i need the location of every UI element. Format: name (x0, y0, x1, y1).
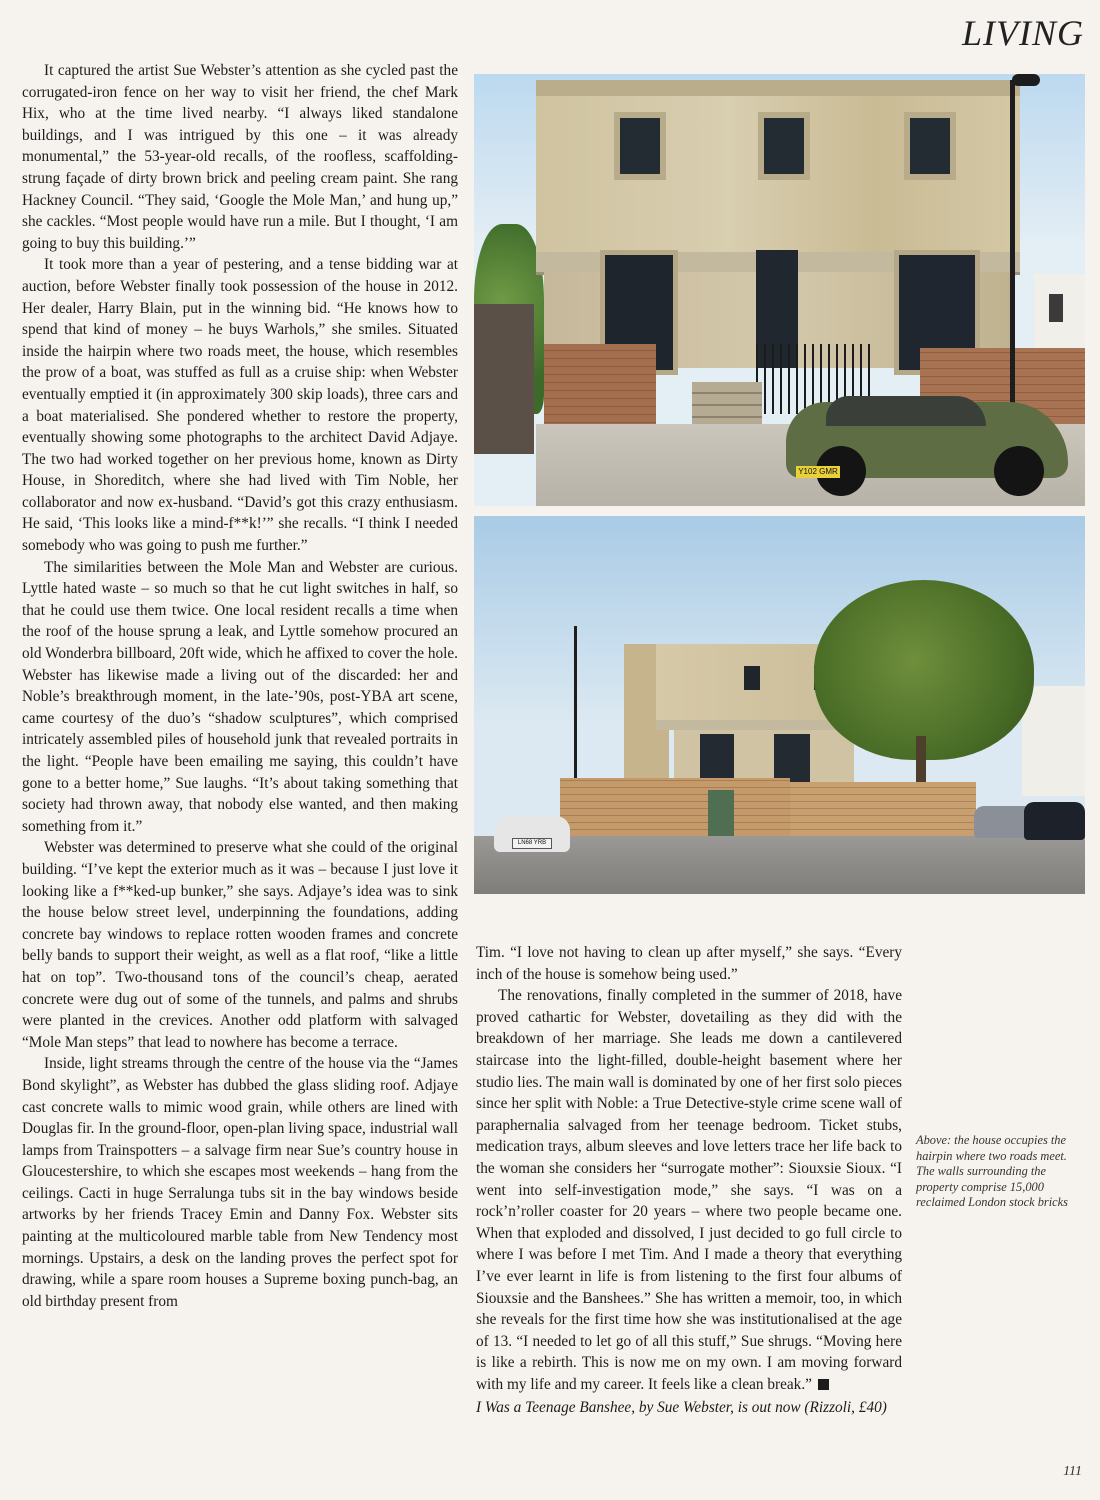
book-credit: I Was a Teenage Banshee, by Sue Webster, is out now (Rizzoli, £40) (476, 1399, 887, 1417)
house-front-photo (474, 74, 1085, 506)
article-right-column (476, 942, 902, 1419)
house-corner-photo (474, 516, 1085, 894)
section-heading: LIVING (962, 13, 1084, 53)
article-paragraph: It took more than a year of pestering, and a tense bidding war at auction, before Webster finally took possession of the house in 2012. Her dealer, Harry Blain, put in the winning bid. “He knows how to spend that kind of money – he buys Warhols,” she smiles. Situated inside the hairpin where two roads meet, the house, which resembles the prow of a boat, was stuffed as full as a cruise ship: when Webster eventually emptied it (in approximately 300 skip loads), three cars and a boat materialised. She pondered whether to restore the property, eventually showing some photographs to the architect David Adjaye. The two had worked together on her previous home, known as Dirty House, in Shoreditch, where she had lived with Tim Noble, her collaborator and now ex-husband. “David’s got this crazy enthusiasm. He said, ‘This looks like a mind-f**k!’” she recalls. “I think I needed somebody who was going to push me further.” (22, 256, 458, 555)
car-plate: Y102 GMR (796, 466, 840, 478)
article-paragraph: Inside, light streams through the centre of the house via the “James Bond skylight”, as Webster has dubbed the glass sliding roof. Adjaye cast concrete walls to mimic wood grain, while others are lined with Douglas fir. In the ground-floor, open-plan living space, industrial wall lamps from Trainspotters – a salvage firm near Sue’s country house in Gloucestershire, to which she escapes most weekends – hang from the ceilings. Cacti in huge Serralunga tubs sit in the bay windows beside artworks by her friends Tracey Emin and Danny Fox. Webster sits painting at the multicoloured marble table from New Tendency most mornings. Upstairs, a desk on the landing proves the perfect spot for drawing, while a spare room houses a Supreme boxing punch-bag, an old birthday present from (22, 1055, 458, 1310)
article-paragraph: The similarities between the Mole Man and Webster are curious. Lyttle hated waste – so much so that he cut light switches in half, so that he could use them twice. One local resident recalls a time when the roof of the house sprung a leak, and Lyttle somehow procured an old Wonderbra billboard, 20ft wide, which he affixed to cover the hole. Webster has likewise made a living out of the discarded: her and Noble’s breakthrough moment, in the late-’90s, post-YBA art scene, came courtesy of the duo’s “shadow sculptures”, which comprised intricately assembled piles of household junk that revealed portraits in the light. “People have been emailing me saying, this couldn’t have gone to a better home,” Sue laughs. “It’s about taking something that society had thrown away, that nobody else wanted, and then making something from it.” (22, 558, 458, 835)
car-plate: LN68 YRB (512, 838, 552, 849)
article-left-column (22, 60, 458, 1312)
article-paragraph (476, 985, 902, 1395)
page-number: 111 (1063, 1464, 1082, 1479)
tree (814, 580, 1034, 760)
end-mark (818, 1379, 829, 1390)
article-paragraph: Webster was determined to preserve what she could of the original building. “I’ve kept the exterior much as it was – because I just love it looking like a f**ked-up bunker,” she says. Adjaye’s idea was to sink the house below street level, underpinning the foundations, adding concrete bay windows to replace rotten wooden frames and concrete belly bands to support their weight, as well as a flat roof, “like a little hat on top”. Two-thousand tons of the council’s cheap, aerated concrete were dug out of some of the tunnels, and palms and shrubs were planted in the crevices. Another odd platform with salvaged “Mole Man steps” that lead to nowhere has become a terrace. (22, 839, 458, 1051)
article-paragraph: It captured the artist Sue Webster’s attention as she cycled past the corrugated-iron fence on her way to visit her friend, the chef Mark Hix, who at the time lived nearby. “I always liked standalone buildings, and I was intrigued by this one – it was already monumental,” the 53-year-old recalls, of the roofless, scaffolding-strung façade of dirty brown brick and peeling cream paint. She rang Hackney Council. “They said, ‘Google the Mole Man,’ and hung up,” she cackles. “Most people would have run a mile. But I thought, ‘I am going to buy this building.’” (22, 62, 458, 252)
photo-caption: Above: the house occupies the hairpin where two roads meet. The walls surrounding the property comprise 15,000 reclaimed London stock bricks (916, 1133, 1068, 1210)
article-paragraph-text: The renovations, finally completed in the summer of 2018, have proved cathartic for Webster, dovetailing as they did with the breakdown of her marriage. She leads me down a cantilevered staircase into the light-filled, double-height basement where her studio lies. The main wall is dominated by one of her first solo pieces since her split with Noble: a True Detective-style crime scene wall of paraphernalia salvaged from her teenage bedroom. Ticket stubs, medication trays, album sleeves and love letters trace her life back to the woman she considers her “surrogate mother”: Siouxsie Sioux. “I went into self-investigation mode,” she says. “I was on a rock’n’roller coaster for 20 years – where two people became one. When that exploded and dissolved, I just decided to go full circle to where I was before I met Tim. And I made a theory that everything I’ve ever learnt in life is from listening to the first four albums of Siouxsie and the Banshees.” She has written a memoir, too, in which she reveals for the first time how she was institutionalised at the age of 13. “I needed to let go of all this stuff,” Sue shrugs. “Moving here is like a rebirth. This is now me on my own. I am moving forward with my life and my career. It feels like a clean break.” (476, 987, 902, 1393)
article-paragraph: Tim. “I love not having to clean up after myself,” she says. “Every inch of the house is somehow being used.” (476, 944, 902, 983)
